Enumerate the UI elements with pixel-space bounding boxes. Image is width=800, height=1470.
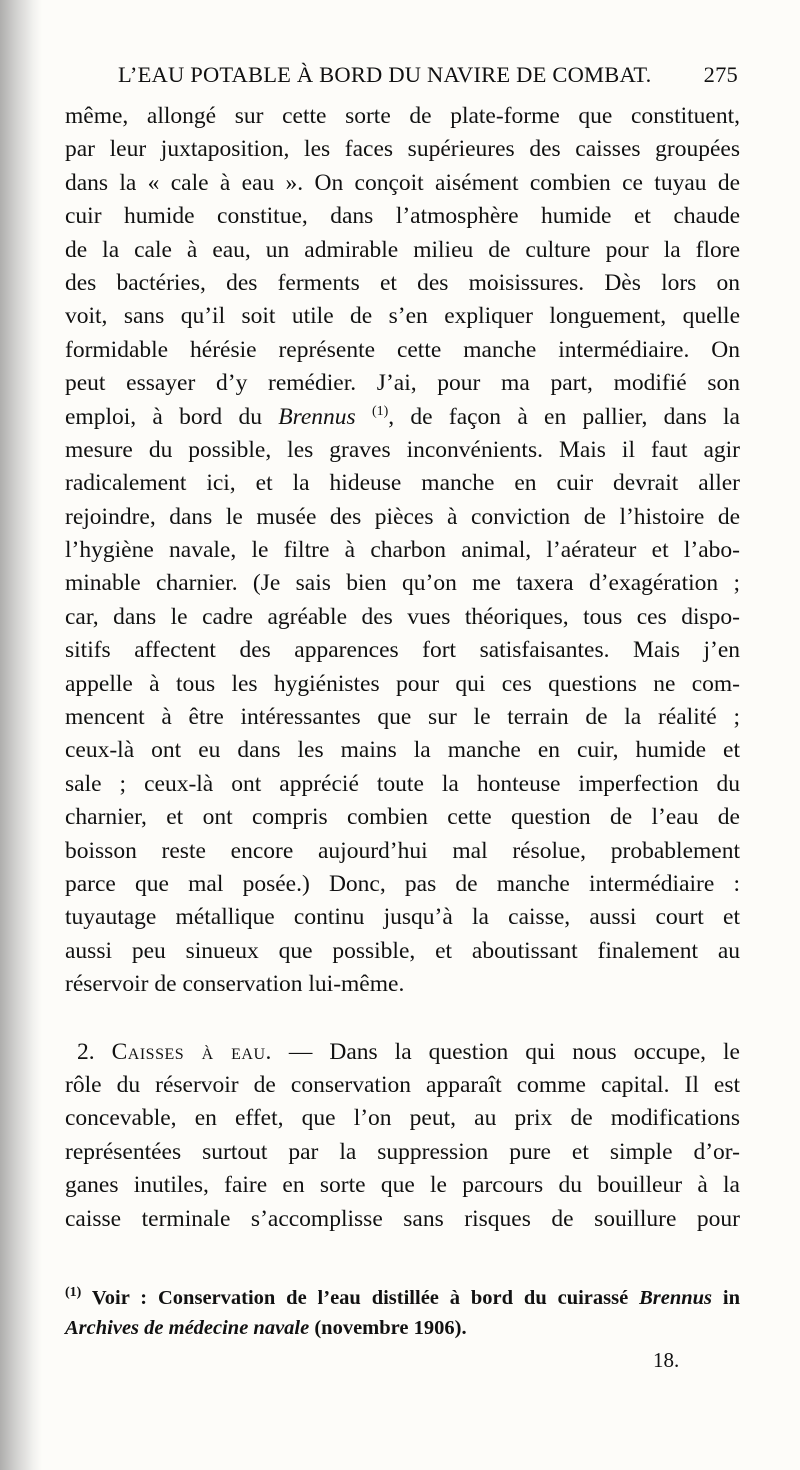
- text-segment: Voir : Conservation de l’eau distillée à bord du cuirassé: [81, 1287, 640, 1309]
- text-line: ganes inutiles, faire en sorte que le parcours du bouilleur à la: [65, 1172, 740, 1199]
- footnote-line: [65, 1313, 740, 1343]
- text-line: boisson reste encore aujourd’hui mal résolue, probablement: [65, 837, 740, 864]
- text-line: voit, sans qu’il soit utile de s’en expliquer longuement, quelle: [65, 303, 740, 330]
- text-line: charnier, et ont compris combien cette question de l’eau de: [65, 804, 740, 831]
- section-number: 2.: [77, 1038, 95, 1065]
- text-line: peut essayer d’y remédier. J’ai, pour ma part, modifié son: [65, 370, 740, 397]
- journal-title: Archives de médecine navale: [65, 1317, 310, 1339]
- text-line: mesure du possible, les graves inconvénients. Mais il faut agir: [65, 436, 740, 463]
- section-heading: Caisses à eau.: [111, 1038, 272, 1065]
- text-line: réservoir de conservation lui-même.: [65, 971, 405, 998]
- text-line: minable charnier. (Je sais bien qu’on me taxera d’exagération ;: [65, 570, 740, 597]
- text-line: l’hygiène navale, le filtre à charbon animal, l’aérateur et l’abo-: [65, 537, 740, 564]
- page-number: 275: [703, 62, 738, 87]
- text-segment: — Dans la question qui nous occupe, le: [271, 1038, 740, 1065]
- text-segment: in: [712, 1287, 740, 1309]
- footnote-line: [65, 1283, 740, 1313]
- footnote: [65, 1283, 740, 1343]
- text-line: sale ; ceux-là ont apprécié toute la honteuse imperfection du: [65, 770, 740, 797]
- text-line: mencent à être intéressantes que sur le terrain de la réalité ;: [65, 704, 740, 731]
- text-line: rôle du réservoir de conservation apparaît comme capital. Il est: [65, 1071, 740, 1098]
- text-line: radicalement ici, et la hideuse manche en cuir devrait aller: [65, 470, 740, 497]
- text-line: ceux-là ont eu dans les mains la manche en cuir, humide et: [65, 737, 740, 764]
- text-line: même, allongé sur cette sorte de plate-forme que constituent,: [65, 103, 740, 129]
- text-line: formidable hérésie représente cette manche intermédiaire. On: [65, 336, 740, 363]
- footnote-mark: (1): [65, 1285, 82, 1301]
- text-line: [65, 401, 740, 434]
- main-text: [65, 100, 740, 1236]
- text-line: appelle à tous les hygiénistes pour qui ces questions ne com-: [65, 670, 740, 697]
- signature-mark: 18.: [653, 1348, 680, 1372]
- text-line: dans la « cale à eau ». On conçoit aisément combien ce tuyau de: [65, 169, 740, 196]
- text-line: caisse terminale s’accomplisse sans risques de souillure pour: [65, 1205, 740, 1232]
- section-heading-line: [65, 1036, 740, 1069]
- text-line: tuyautage métallique continu jusqu’à la caisse, aussi court et: [65, 904, 740, 931]
- text-line: concevable, en effet, que l’on peut, au prix de modifications: [65, 1105, 740, 1132]
- running-header: [118, 62, 738, 88]
- running-title: L’EAU POTABLE À BORD DU NAVIRE DE COMBAT.: [118, 62, 652, 87]
- text-line: cuir humide constitue, dans l’atmosphère humide et chaude: [65, 203, 740, 230]
- text-segment: (novembre 1906).: [309, 1317, 467, 1339]
- text-line: des bactéries, des ferments et des moisissures. Dès lors on: [65, 269, 740, 296]
- text-line: rejoindre, dans le musée des pièces à conviction de l’histoire de: [65, 503, 740, 530]
- text-line: de la cale à eau, un admirable milieu de culture pour la flore: [65, 236, 740, 263]
- text-line: représentées surtout par la suppression pure et simple d’or-: [65, 1138, 740, 1165]
- paragraph-gap: [65, 1002, 740, 1036]
- page-edge-shadow: [0, 0, 42, 1470]
- ship-name: Brennus: [278, 403, 356, 430]
- text-line: aussi peu sinueux que possible, et aboutissant finalement au: [65, 937, 740, 964]
- text-line: sitifs affectent des apparences fort satisfaisantes. Mais j’en: [65, 637, 740, 664]
- footnote-reference: (1): [371, 403, 389, 419]
- ship-name: Brennus: [639, 1287, 713, 1309]
- text-line: car, dans le cadre agréable des vues théoriques, tous ces dispo-: [65, 603, 740, 630]
- text-line: parce que mal posée.) Donc, pas de manche intermédiaire :: [65, 870, 740, 897]
- text-segment: emploi, à bord du: [65, 403, 279, 430]
- text-line: par leur juxtaposition, les faces supérieures des caisses groupées: [65, 136, 740, 163]
- text-segment: , de façon à en pallier, dans la: [388, 403, 740, 430]
